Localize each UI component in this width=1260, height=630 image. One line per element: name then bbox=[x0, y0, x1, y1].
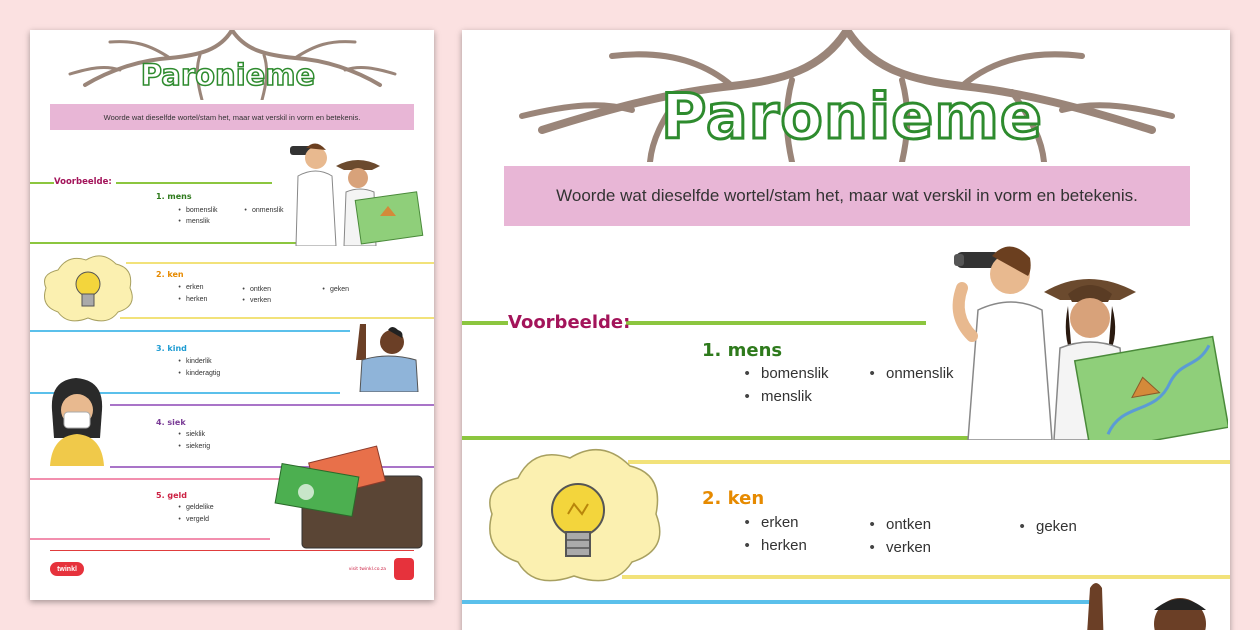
hikers-illustration bbox=[276, 136, 432, 246]
examples-label: Voorbeelde: bbox=[54, 177, 112, 187]
page-title: Paronieme bbox=[661, 80, 1043, 153]
section-heading-ken: 2. ken bbox=[702, 488, 765, 509]
subtitle-text: Woorde wat dieselfde wortel/stam het, maar wat verskil in vorm en betekenis. bbox=[556, 186, 1138, 205]
divider-yellow bbox=[628, 460, 1230, 464]
list-item: • erken bbox=[186, 284, 204, 291]
divider-pink bbox=[30, 478, 300, 480]
list-item: • ontken bbox=[250, 286, 271, 293]
divider-green bbox=[116, 182, 272, 184]
list-item: • bomenslik bbox=[761, 365, 829, 382]
divider-green bbox=[30, 182, 54, 184]
list-item: • kinderagtig bbox=[186, 370, 220, 377]
footer-url: visit twinkl.co.za bbox=[348, 567, 386, 572]
list-item: • verken bbox=[250, 297, 271, 304]
small-poster bbox=[30, 30, 434, 600]
list-item: • herken bbox=[761, 537, 807, 554]
money-wallet-illustration bbox=[272, 444, 430, 554]
list-item: • sieklik bbox=[186, 431, 205, 438]
section-heading-ken: 2. ken bbox=[156, 270, 184, 279]
list-item: • siekerig bbox=[186, 443, 210, 450]
list-item: • menslik bbox=[761, 388, 812, 405]
divider-yellow bbox=[126, 262, 434, 264]
subtitle-banner bbox=[504, 166, 1190, 226]
lightbulb-illustration bbox=[38, 250, 138, 326]
list-item: • verken bbox=[886, 539, 931, 556]
subtitle-banner bbox=[50, 104, 414, 130]
lightbulb-illustration bbox=[478, 438, 668, 594]
twinkl-logo: twinkl bbox=[50, 562, 84, 576]
section-heading-geld: 5. geld bbox=[156, 491, 188, 500]
waving-boy-illustration bbox=[348, 320, 420, 392]
sneezing-girl-illustration bbox=[42, 374, 112, 466]
divider-green bbox=[30, 242, 300, 244]
list-item: • bomenslik bbox=[186, 207, 218, 214]
list-item: • geken bbox=[330, 286, 349, 293]
subtitle-text: Woorde wat dieselfde wortel/stam het, maar wat verskil in vorm en betekenis. bbox=[103, 112, 361, 122]
divider-green bbox=[626, 321, 926, 325]
page-title: Paronieme bbox=[140, 58, 316, 92]
list-item: • erken bbox=[761, 514, 799, 531]
list-item: • onmenslik bbox=[252, 207, 284, 214]
list-item: • geken bbox=[1036, 518, 1077, 535]
section-heading-mens: 1. mens bbox=[702, 340, 783, 361]
list-item: • onmenslik bbox=[886, 365, 954, 382]
hikers-illustration bbox=[932, 236, 1228, 440]
divider-blue bbox=[30, 330, 350, 332]
list-item: • ontken bbox=[886, 516, 931, 533]
list-item: • menslik bbox=[186, 218, 210, 225]
divider-yellow bbox=[120, 317, 434, 319]
list-item: • geldelike bbox=[186, 504, 214, 511]
divider-green bbox=[462, 321, 508, 325]
divider-blue bbox=[462, 600, 1102, 604]
large-poster bbox=[462, 30, 1230, 630]
section-heading-mens: 1. mens bbox=[156, 192, 192, 201]
twinkl-badge-icon bbox=[394, 558, 414, 580]
list-item: • kinderlik bbox=[186, 358, 212, 365]
examples-label: Voorbeelde: bbox=[508, 312, 631, 333]
section-heading-siek: 4. siek bbox=[156, 418, 186, 427]
list-item: • vergeld bbox=[186, 516, 209, 523]
section-heading-kind: 3. kind bbox=[156, 344, 187, 353]
list-item: • herken bbox=[186, 296, 207, 303]
divider-purple bbox=[110, 404, 434, 406]
waving-boy-illustration bbox=[1082, 578, 1230, 630]
divider-pink bbox=[30, 538, 270, 540]
